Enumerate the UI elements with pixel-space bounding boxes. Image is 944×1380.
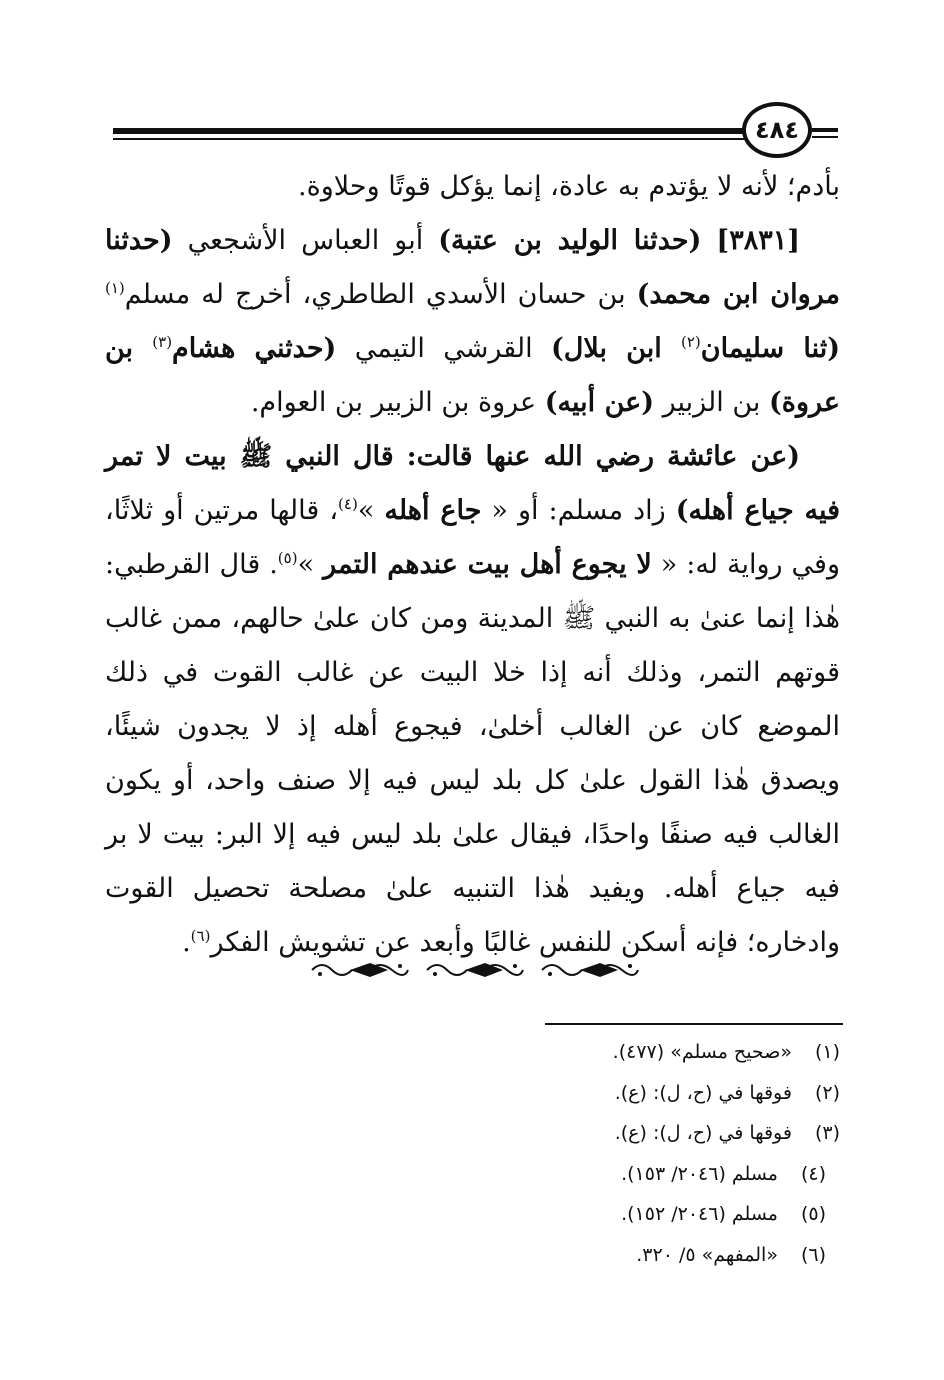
footnote-item [520,1032,840,1073]
footnote-ref-5[interactable]: (٥) [277,549,298,567]
footnote-text: «صحيح مسلم» (٤٧٧). [612,1041,792,1063]
footnote-ref-4[interactable]: (٤) [338,495,358,513]
header-rule-right-thin [812,136,838,138]
footnote-number: (٢) [814,1081,840,1104]
footnote-text: مسلم (٢٠٤٦/ ١٥٣). [621,1162,778,1185]
main-text [105,160,840,970]
footnote-item [520,1235,840,1276]
footnote-text: مسلم (٢٠٤٦/ ١٥٢). [621,1203,778,1225]
hadith-number: [٣٨٣١] [716,225,800,256]
footnote-ref-6[interactable]: (٦) [190,927,211,945]
ornament-icon [310,958,410,982]
footnote-text: فوقها في (ح، ل): (ع). [614,1122,792,1144]
footnote-text: فوقها في (ح، ل): (ع). [614,1081,792,1104]
footnote-number: (١) [814,1041,840,1063]
footnote-ref-1[interactable]: (١) [105,279,125,297]
paragraph-2: [٣٨٣١] (حدثنا الوليد بن عتبة) أبو العباس الأشجعي (حدثنا مروان ابن محمد) بن حسان الأسدي الطاطري، أخرج له مسلم$^{(١)}$ (ثنا سليمان$^{(٢)}$ ابن بلال) القرشي التيمي (حدثني هشام$^{(٣)}$ بن عروة) بن الزبير (عن أبيه) عروة بن الزبير بن العوام. [105,225,841,418]
footnote-separator [545,1023,843,1025]
footnote-ref-2[interactable]: (٢) [681,333,701,351]
footnote-item [520,1113,840,1154]
footnote-number: (٤) [800,1162,826,1185]
footnotes [520,1032,840,1275]
page-number-badge [742,102,812,158]
footnote-item [520,1154,840,1195]
footnote-text: «المفهم» ٥/ ٣٢٠. [636,1243,778,1266]
header-rule-right [812,128,838,132]
footnote-item [520,1194,840,1235]
footnote-ref-3[interactable]: (٣) [152,333,173,351]
section-divider-ornament [310,955,640,985]
header-rule [113,128,753,134]
header-rule-thin [113,138,753,140]
footnote-number: (٥) [800,1203,826,1225]
footnote-item [520,1073,840,1114]
ornament-icon [540,958,640,982]
paragraph-1: بأدم؛ لأنه لا يؤتدم به عادة، إنما يؤكل قوتًا وحلاوة. [298,171,840,202]
footnote-number: (٣) [814,1122,840,1144]
footnote-number: (٦) [800,1243,826,1266]
paragraph-3: (عن عائشة رضي الله عنها قالت: قال النبي ﷺ بيت لا تمر فيه جياع أهله) زاد مسلم: أو « جاع أهله »$^{(٤)}$، قالها مرتين أو ثلاثًا، وفي رواية له: « لا يجوع أهل بيت عندهم التمر »$^{(٥)}$. قال القرطبي: هٰذا إنما عنىٰ به النبي ﷺ المدينة ومن كان علىٰ حالهم، ممن غالب قوتهم التمر، وذلك أنه إذا خلا البيت عن غالب القوت في ذلك الموضع كان عن الغالب أخلىٰ، فيجوع أهله إذ لا يجدون شيئًا، ويصدق هٰذا القول علىٰ كل بلد ليس فيه إلا صنف واحد، أو يكون الغالب فيه صنفًا واحدًا، فيقال علىٰ بلد ليس فيه إلا البر: بيت لا بر فيه جياع أهله. ويفيد هٰذا التنبيه علىٰ مصلحة تحصيل القوت وادخاره؛ فإنه أسكن للنفس غالبًا وأبعد عن تشويش الفكر$^{(٦)}$. [105,441,840,958]
ornament-icon [425,958,525,982]
page-number: ٤٨٤ [755,116,799,144]
